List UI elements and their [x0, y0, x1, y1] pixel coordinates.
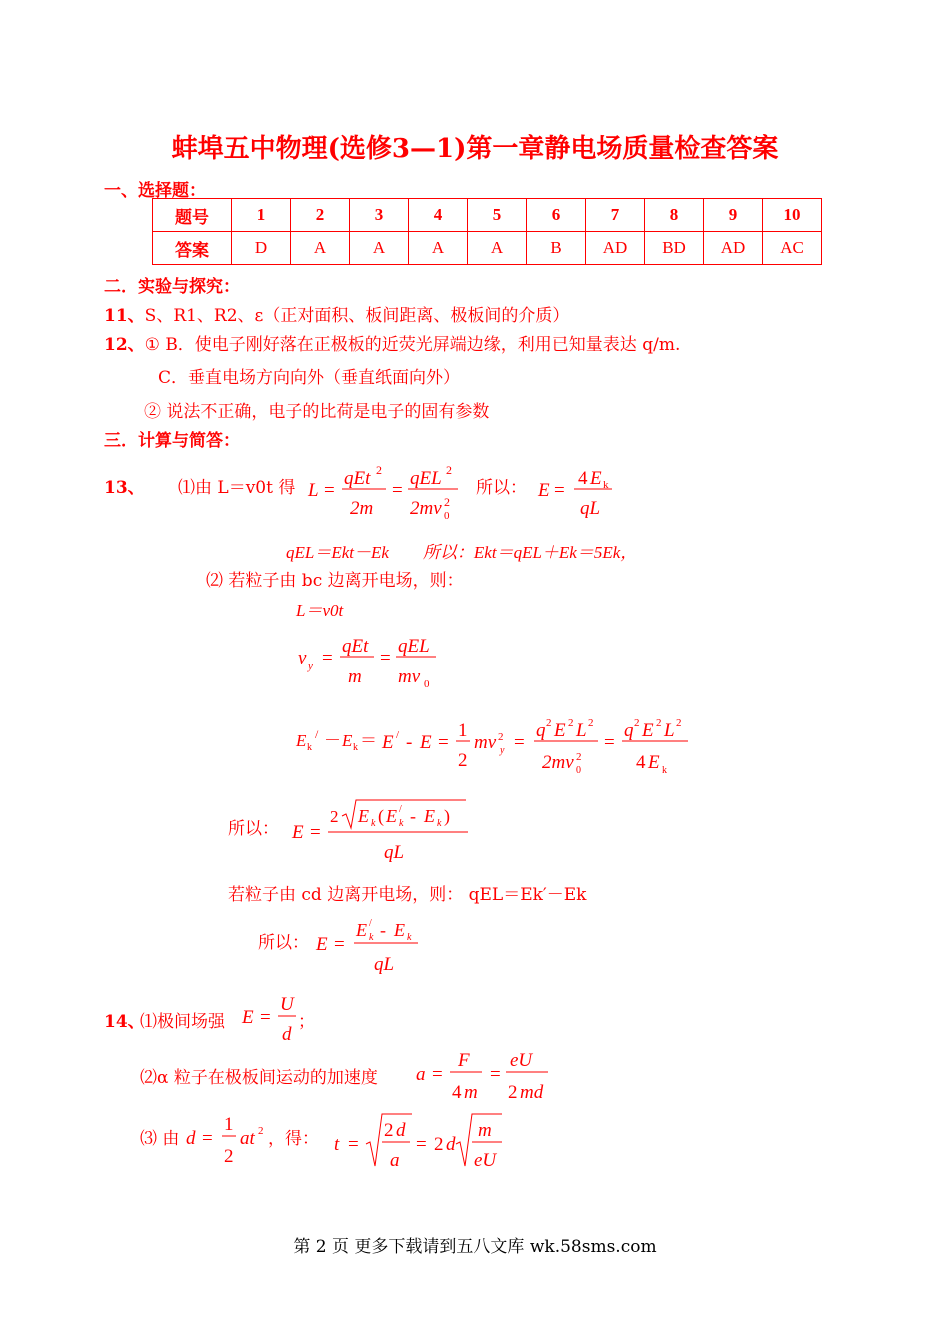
svg-text:2: 2	[656, 717, 662, 729]
table-cell: 4	[409, 199, 468, 232]
q13-formula-L	[300, 460, 470, 526]
section-choice-heading: 一、选择题：	[104, 181, 206, 201]
q13-so2-label: 所以：	[228, 819, 279, 839]
q13-formula-E-sqrt	[288, 796, 478, 866]
svg-text:k: k	[353, 742, 358, 753]
svg-text:-: -	[380, 920, 386, 940]
svg-text:=: =	[438, 732, 449, 753]
svg-text:E: E	[394, 920, 405, 940]
table-cell: B	[527, 232, 586, 265]
svg-text:k: k	[399, 818, 404, 829]
table-cell: A	[468, 232, 527, 265]
svg-text:-: -	[410, 806, 416, 826]
q12-text1: ① B．使电子刚好落在正极板的近荧光屏端边缘，利用已知量表达 q/m.	[144, 335, 681, 355]
section-experiment-heading: 二．实验与探究：	[104, 277, 240, 297]
svg-text:F: F	[458, 1050, 470, 1071]
svg-text:E: E	[316, 934, 328, 955]
table-cell: D	[232, 232, 291, 265]
svg-text:k: k	[369, 932, 374, 943]
svg-text:=: =	[322, 648, 333, 669]
svg-text:=: =	[310, 822, 321, 843]
svg-text:eU: eU	[510, 1050, 533, 1071]
svg-text:2m: 2m	[350, 498, 374, 519]
svg-text:2: 2	[676, 717, 682, 729]
table-cell: AC	[763, 232, 822, 265]
table-cell: AD	[586, 232, 645, 265]
svg-text:qEt: qEt	[342, 636, 369, 657]
svg-text:/: /	[399, 804, 402, 815]
svg-text:2: 2	[588, 717, 594, 729]
svg-text:1: 1	[458, 720, 468, 741]
svg-text:/: /	[315, 727, 319, 741]
svg-text:qL: qL	[374, 954, 395, 975]
q13-formula-energy-diff	[292, 712, 702, 782]
table-cell: 6	[527, 199, 586, 232]
svg-text:v: v	[298, 648, 307, 669]
q14-part3-mid: ，得：	[268, 1129, 319, 1149]
svg-text:qL: qL	[384, 842, 405, 863]
svg-text:k: k	[603, 479, 609, 491]
q13-label: 13、	[104, 478, 145, 498]
svg-text:2: 2	[384, 1120, 394, 1141]
svg-text:y: y	[308, 660, 313, 672]
svg-text:L: L	[308, 480, 319, 501]
svg-text:m: m	[478, 1120, 492, 1141]
q13-part2-intro: ⑵ 若粒子由 bc 边离开电场，则：	[206, 571, 464, 591]
svg-text:U: U	[280, 994, 294, 1015]
svg-text:t: t	[334, 1134, 340, 1155]
table-cell: 3	[350, 199, 409, 232]
table-cell: A	[291, 232, 350, 265]
svg-text:d: d	[446, 1134, 456, 1155]
svg-text:E: E	[554, 720, 566, 741]
q13-formula-E-cd	[312, 912, 432, 978]
svg-text:k: k	[371, 818, 376, 829]
q12-label: 12、	[104, 335, 145, 355]
svg-text:E: E	[356, 920, 367, 940]
svg-text:2: 2	[224, 1146, 234, 1167]
q13-energy-line: qEL＝Ekt－Ek 所以：Ekt＝qEL＋Ek＝5Ek，	[286, 543, 638, 562]
svg-text:=: =	[334, 934, 345, 955]
svg-text:4: 4	[578, 468, 588, 489]
q14-part3-text: ⑶ 由	[140, 1129, 180, 1149]
svg-text:d: d	[186, 1128, 196, 1149]
svg-text:1: 1	[224, 1114, 234, 1135]
q11-label: 11、	[104, 306, 145, 326]
table-cell: A	[350, 232, 409, 265]
svg-text:k: k	[662, 765, 667, 776]
svg-text:=: =	[416, 1134, 427, 1155]
q12-line2: C．垂直电场方向向外（垂直纸面向外）	[158, 368, 461, 388]
svg-text:mv: mv	[474, 732, 497, 753]
svg-text:d: d	[282, 1024, 292, 1045]
svg-text:qEL: qEL	[398, 636, 430, 657]
svg-text:E: E	[590, 468, 602, 489]
svg-text:m: m	[464, 1082, 478, 1103]
svg-text:a: a	[390, 1150, 400, 1171]
table-cell: 1	[232, 199, 291, 232]
svg-text:k: k	[407, 932, 412, 943]
svg-text:E: E	[296, 731, 307, 750]
svg-text:2: 2	[434, 1134, 444, 1155]
svg-text:at: at	[240, 1128, 255, 1149]
q13-L-eq: L＝v0t	[296, 601, 344, 620]
svg-text:0: 0	[424, 678, 430, 690]
svg-text:=: =	[202, 1128, 213, 1149]
svg-text:a: a	[416, 1064, 426, 1085]
svg-text:L: L	[664, 720, 675, 741]
svg-text:=: =	[432, 1064, 443, 1085]
section-calc-heading: 三．计算与简答：	[104, 431, 240, 451]
q13-formula-E	[532, 460, 622, 526]
svg-text:=: =	[260, 1007, 271, 1028]
svg-text:k: k	[437, 818, 442, 829]
q13-so3-label: 所以：	[258, 933, 309, 953]
svg-text:E: E	[242, 1007, 254, 1028]
svg-text:4: 4	[636, 752, 646, 773]
svg-text:=: =	[324, 480, 335, 501]
svg-text:－: －	[324, 731, 341, 750]
svg-text:2mv: 2mv	[410, 498, 442, 519]
svg-text:=: =	[392, 480, 403, 501]
answer-table	[152, 198, 822, 265]
table-cell: 9	[704, 199, 763, 232]
q14-part1-text: ⑴极间场强	[140, 1012, 225, 1032]
svg-text:q: q	[536, 720, 546, 741]
table-row-label: 答案	[153, 232, 232, 265]
svg-text:qL: qL	[580, 498, 601, 519]
svg-text:E: E	[424, 806, 435, 826]
svg-text:(: (	[378, 806, 384, 826]
q14-part2-text: ⑵α 粒子在极板间运动的加速度	[140, 1068, 378, 1088]
svg-text:2: 2	[546, 717, 552, 729]
svg-text:): )	[444, 806, 450, 826]
svg-text:2: 2	[498, 731, 504, 743]
svg-text:2: 2	[446, 463, 452, 477]
svg-text:=: =	[348, 1134, 359, 1155]
svg-text:E: E	[642, 720, 654, 741]
q14-formula-t	[330, 1108, 510, 1174]
svg-text:qEL: qEL	[410, 468, 442, 489]
svg-text:2: 2	[458, 750, 468, 771]
table-cell: BD	[645, 232, 704, 265]
svg-text:0: 0	[576, 765, 581, 776]
svg-text:2: 2	[508, 1082, 518, 1103]
svg-text:E: E	[648, 752, 660, 773]
table-cell: A	[409, 232, 468, 265]
q13-formula-vy	[292, 628, 452, 694]
svg-text:=: =	[380, 648, 391, 669]
table-cell: 2	[291, 199, 350, 232]
q11-line	[104, 301, 569, 326]
q11-text: S、R1、R2、ε（正对面积、板间距离、极板间的介质）	[144, 306, 570, 326]
svg-text:=: =	[514, 732, 525, 753]
q12-line3: ② 说法不正确，电子的比荷是电子的固有参数	[144, 402, 490, 422]
svg-text:d: d	[396, 1120, 406, 1141]
svg-text:q: q	[624, 720, 634, 741]
table-row-answers	[153, 232, 822, 265]
svg-text:2: 2	[444, 495, 450, 509]
table-cell: 7	[586, 199, 645, 232]
svg-text:=: =	[490, 1064, 501, 1085]
svg-text:E: E	[538, 480, 550, 501]
table-cell: 5	[468, 199, 527, 232]
svg-text:2: 2	[576, 751, 582, 763]
q13-cd-line: 若粒子由 cd 边离开电场，则： qEL＝Ek′－Ek	[228, 885, 587, 905]
page-title: 蚌埠五中物理(选修3—1)第一章静电场质量检查答案	[171, 134, 779, 164]
svg-text:＝: ＝	[360, 731, 377, 750]
svg-text:-: -	[406, 732, 413, 753]
q13-so-label: 所以：	[476, 478, 527, 498]
svg-text:E: E	[358, 806, 369, 826]
q12-line1	[104, 330, 680, 355]
table-row-numbers	[153, 199, 822, 232]
q13-part1-prefix: ⑴由 L＝v0t 得	[178, 478, 296, 498]
svg-text:=: =	[554, 480, 565, 501]
svg-text:/: /	[396, 729, 400, 741]
svg-text:0: 0	[444, 510, 450, 522]
svg-text:2: 2	[330, 807, 339, 826]
svg-text:y: y	[500, 745, 505, 756]
svg-text:/: /	[369, 918, 372, 929]
svg-text:2: 2	[568, 717, 574, 729]
svg-text:eU: eU	[474, 1150, 497, 1171]
svg-text:mv: mv	[398, 666, 421, 687]
svg-text:E: E	[420, 732, 432, 753]
svg-text:E: E	[342, 731, 353, 750]
svg-text:E: E	[382, 732, 394, 753]
svg-text:E: E	[292, 822, 304, 843]
svg-text:E: E	[386, 806, 397, 826]
table-cell: 10	[763, 199, 822, 232]
table-row-label: 题号	[153, 199, 232, 232]
svg-text:=: =	[604, 732, 615, 753]
svg-text:L: L	[576, 720, 587, 741]
svg-text:m: m	[348, 666, 362, 687]
svg-text:4: 4	[452, 1082, 462, 1103]
table-cell: 8	[645, 199, 704, 232]
svg-text:2: 2	[258, 1125, 264, 1137]
q14-label: 14、	[104, 1012, 145, 1032]
svg-text:2: 2	[634, 717, 640, 729]
page-footer: 第 2 页 更多下载请到五八文库 wk.58sms.com	[293, 1237, 657, 1257]
q14-formula-d	[182, 1108, 272, 1174]
table-cell: AD	[704, 232, 763, 265]
svg-text:2: 2	[376, 463, 382, 477]
q14-part1-end: ；	[298, 1012, 315, 1032]
q14-formula-accel	[412, 1044, 552, 1106]
svg-text:qEt: qEt	[344, 468, 371, 489]
q14-formula-field	[238, 990, 298, 1050]
svg-text:k: k	[307, 742, 312, 753]
svg-text:2mv: 2mv	[542, 752, 574, 773]
svg-text:md: md	[520, 1082, 544, 1103]
